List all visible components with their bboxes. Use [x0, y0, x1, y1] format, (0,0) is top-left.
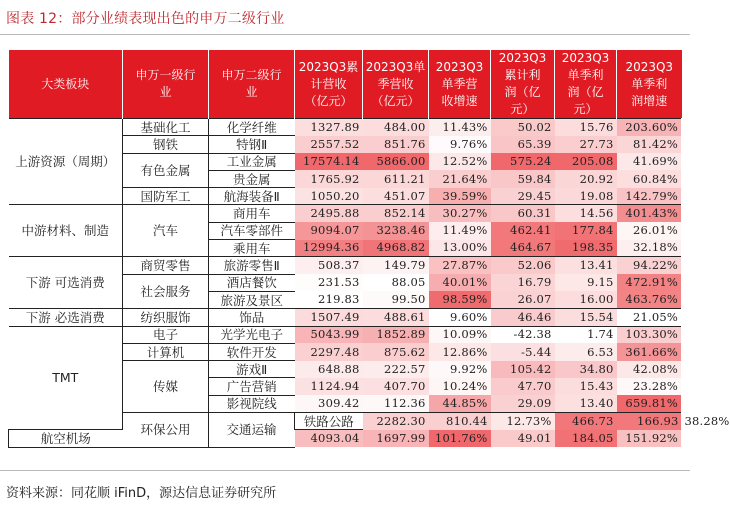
column-header: 申万一级行 业 [123, 50, 209, 119]
value-cell: 401.43% [617, 205, 682, 222]
value-cell: 44.85% [429, 395, 491, 412]
value-cell: 1050.20 [295, 188, 363, 205]
value-cell: 2557.52 [295, 136, 363, 153]
value-cell: 13.00% [429, 240, 491, 257]
value-cell: 10.09% [429, 326, 491, 343]
value-cell: 231.53 [295, 274, 363, 291]
value-cell: 2282.30 [363, 413, 429, 430]
l2-industry-cell: 贵金属 [209, 170, 295, 187]
value-cell: 15.43 [555, 378, 617, 395]
value-cell: 464.67 [491, 240, 555, 257]
value-cell: 472.91% [617, 274, 682, 291]
column-header: 申万二级行 业 [209, 50, 295, 119]
value-cell: 659.81% [617, 395, 682, 412]
value-cell: 112.36 [363, 395, 429, 412]
value-cell: 6.53 [555, 343, 617, 360]
value-cell: 2297.48 [295, 343, 363, 360]
value-cell: 12994.36 [295, 240, 363, 257]
value-cell: 81.42% [617, 136, 682, 153]
l2-industry-cell: 广告营销 [209, 378, 295, 395]
value-cell: 98.59% [429, 291, 491, 308]
value-cell: 219.83 [295, 291, 363, 308]
value-cell: 852.14 [363, 205, 429, 222]
column-header: 2023Q3 单季利 润增速 [617, 50, 682, 119]
value-cell: 9094.07 [295, 222, 363, 239]
value-cell: 103.30% [617, 326, 682, 343]
l2-industry-cell: 旅游零售Ⅱ [209, 257, 295, 274]
table-row: 环保公用 交通运输 铁路公路 2282.30 810.44 12.73% 466.73 166.93 38.28% [9, 413, 682, 430]
l2-industry-cell: 光学光电子 [209, 326, 295, 343]
l1-industry-cell: 钢铁 [123, 136, 209, 153]
value-cell: 463.76% [617, 291, 682, 308]
table-row [9, 119, 682, 136]
value-cell: 16.79 [491, 274, 555, 291]
value-cell: 1.74 [555, 326, 617, 343]
value-cell: 27.87% [429, 257, 491, 274]
table-row [9, 257, 682, 274]
value-cell: 451.07 [363, 188, 429, 205]
value-cell: 1507.49 [295, 309, 363, 326]
value-cell: 466.73 [555, 413, 617, 430]
value-cell: 9.15 [555, 274, 617, 291]
value-cell: 309.42 [295, 395, 363, 412]
value-cell: 10.24% [429, 378, 491, 395]
l1-industry-cell: 汽车 [123, 205, 209, 257]
column-header: 2023Q3 累计利 润（亿 元） [491, 50, 555, 119]
l2-industry-cell: 酒店餐饮 [209, 274, 295, 291]
sector-cell: TMT [9, 326, 123, 430]
value-cell: 2495.88 [295, 205, 363, 222]
figure-title: 图表 12：部分业绩表现出色的申万二级行业 [6, 11, 285, 27]
value-cell: 149.79 [363, 257, 429, 274]
l2-industry-cell: 汽车零部件 [209, 222, 295, 239]
l2-industry-cell: 旅游及景区 [209, 291, 295, 308]
l2-industry-cell: 航空机场 [9, 430, 123, 447]
value-cell: 40.01% [429, 274, 491, 291]
value-cell: 1124.94 [295, 378, 363, 395]
value-cell: 15.54 [555, 309, 617, 326]
value-cell: -42.38 [491, 326, 555, 343]
value-cell: 19.08 [555, 188, 617, 205]
value-cell: 101.76% [429, 430, 491, 447]
value-cell: 203.60% [617, 119, 682, 136]
value-cell: 205.08 [555, 153, 617, 170]
value-cell: 488.61 [363, 309, 429, 326]
value-cell: 1327.89 [295, 119, 363, 136]
value-cell: 151.92% [617, 430, 682, 447]
value-cell: 47.70 [491, 378, 555, 395]
value-cell: 46.46 [491, 309, 555, 326]
l2-industry-cell: 航海装备Ⅱ [209, 188, 295, 205]
value-cell: 407.70 [363, 378, 429, 395]
value-cell: 23.28% [617, 378, 682, 395]
value-cell: 16.00 [555, 291, 617, 308]
bottom-divider [0, 470, 690, 471]
value-cell: 49.01 [491, 430, 555, 447]
l1-industry-cell: 社会服务 [123, 274, 209, 309]
value-cell: 12.73% [491, 413, 555, 430]
value-cell: 99.50 [363, 291, 429, 308]
value-cell: 4093.04 [295, 430, 363, 447]
value-cell: 21.64% [429, 170, 491, 187]
value-cell: 810.44 [429, 413, 491, 430]
column-header: 大类板块 [9, 50, 123, 119]
value-cell: 65.39 [491, 136, 555, 153]
value-cell: 177.84 [555, 222, 617, 239]
l2-industry-cell: 影视院线 [209, 395, 295, 412]
value-cell: 42.08% [617, 361, 682, 378]
value-cell: 26.07 [491, 291, 555, 308]
value-cell: 50.02 [491, 119, 555, 136]
value-cell: 184.05 [555, 430, 617, 447]
value-cell: 105.42 [491, 361, 555, 378]
l1-industry-cell: 计算机 [123, 343, 209, 360]
value-cell: 3238.46 [363, 222, 429, 239]
table-row [9, 309, 682, 326]
table-header-row [9, 50, 682, 119]
column-header: 2023Q3累 计营收 （亿元） [295, 50, 363, 119]
table-row [9, 430, 682, 447]
value-cell: 166.93 [617, 413, 682, 430]
value-cell: 34.80 [555, 361, 617, 378]
value-cell: 60.31 [491, 205, 555, 222]
value-cell: 4968.82 [363, 240, 429, 257]
value-cell: 1852.89 [363, 326, 429, 343]
l2-industry-cell: 商用车 [209, 205, 295, 222]
value-cell: 648.88 [295, 361, 363, 378]
column-header: 2023Q3 单季利 润（亿 元） [555, 50, 617, 119]
value-cell: 508.37 [295, 257, 363, 274]
value-cell: 9.92% [429, 361, 491, 378]
value-cell: 11.43% [429, 119, 491, 136]
sector-cell: 下游 可选消费 [9, 257, 123, 309]
value-cell: 52.06 [491, 257, 555, 274]
l2-industry-cell: 化学纤维 [209, 119, 295, 136]
l2-industry-cell: 游戏Ⅱ [209, 361, 295, 378]
value-cell: 462.41 [491, 222, 555, 239]
value-cell: 14.56 [555, 205, 617, 222]
l1-industry-cell: 国防军工 [123, 188, 209, 205]
l1-industry-cell: 有色金属 [123, 153, 209, 188]
industry-performance-table [8, 50, 730, 448]
l2-industry-cell: 铁路公路 [295, 413, 363, 430]
value-cell: -5.44 [491, 343, 555, 360]
value-cell: 9.76% [429, 136, 491, 153]
l1-industry-cell: 基础化工 [123, 119, 209, 136]
l1-industry-cell: 交通运输 [209, 413, 295, 448]
value-cell: 15.76 [555, 119, 617, 136]
value-cell: 12.52% [429, 153, 491, 170]
value-cell: 59.84 [491, 170, 555, 187]
column-header: 2023Q3 单季营 收增速 [429, 50, 491, 119]
value-cell: 60.84% [617, 170, 682, 187]
l2-industry-cell: 乘用车 [209, 240, 295, 257]
value-cell: 12.86% [429, 343, 491, 360]
l2-industry-cell: 工业金属 [209, 153, 295, 170]
value-cell: 851.76 [363, 136, 429, 153]
table-row [9, 326, 682, 343]
value-cell: 13.41 [555, 257, 617, 274]
sector-cell: 中游材料、制造 [9, 205, 123, 257]
value-cell: 198.35 [555, 240, 617, 257]
value-cell: 26.01% [617, 222, 682, 239]
value-cell: 94.22% [617, 257, 682, 274]
value-cell: 142.79% [617, 188, 682, 205]
table-row [9, 205, 682, 222]
value-cell: 20.92 [555, 170, 617, 187]
value-cell: 575.24 [491, 153, 555, 170]
l2-industry-cell: 饰品 [209, 309, 295, 326]
value-cell: 88.05 [363, 274, 429, 291]
l1-industry-cell: 商贸零售 [123, 257, 209, 274]
value-cell: 9.60% [429, 309, 491, 326]
value-cell: 484.00 [363, 119, 429, 136]
sector-cell: 下游 必选消费 [9, 309, 123, 326]
value-cell: 29.45 [491, 188, 555, 205]
value-cell: 222.57 [363, 361, 429, 378]
value-cell: 27.73 [555, 136, 617, 153]
value-cell: 361.66% [617, 343, 682, 360]
sector-cell: 上游资源（周期） [9, 119, 123, 205]
l2-industry-cell: 软件开发 [209, 343, 295, 360]
source-note: 资料来源：同花顺 iFinD，源达信息证券研究所 [6, 486, 277, 501]
value-cell: 5866.00 [363, 153, 429, 170]
value-cell: 611.21 [363, 170, 429, 187]
title-divider [0, 34, 690, 35]
value-cell: 29.09 [491, 395, 555, 412]
l1-industry-cell: 电子 [123, 326, 209, 343]
value-cell: 41.69% [617, 153, 682, 170]
value-cell: 32.18% [617, 240, 682, 257]
value-cell: 21.05% [617, 309, 682, 326]
value-cell: 5043.99 [295, 326, 363, 343]
l1-industry-cell: 传媒 [123, 361, 209, 413]
value-cell: 875.62 [363, 343, 429, 360]
value-cell: 30.27% [429, 205, 491, 222]
value-cell: 1697.99 [363, 430, 429, 447]
column-header: 2023Q3单 季营收 （亿元） [363, 50, 429, 119]
l1-industry-cell: 纺织服饰 [123, 309, 209, 326]
value-cell: 11.49% [429, 222, 491, 239]
value-cell: 17574.14 [295, 153, 363, 170]
value-cell: 13.40 [555, 395, 617, 412]
value-cell: 39.59% [429, 188, 491, 205]
sector-cell: 环保公用 [123, 413, 209, 448]
l2-industry-cell: 特钢Ⅱ [209, 136, 295, 153]
value-cell: 1765.92 [295, 170, 363, 187]
